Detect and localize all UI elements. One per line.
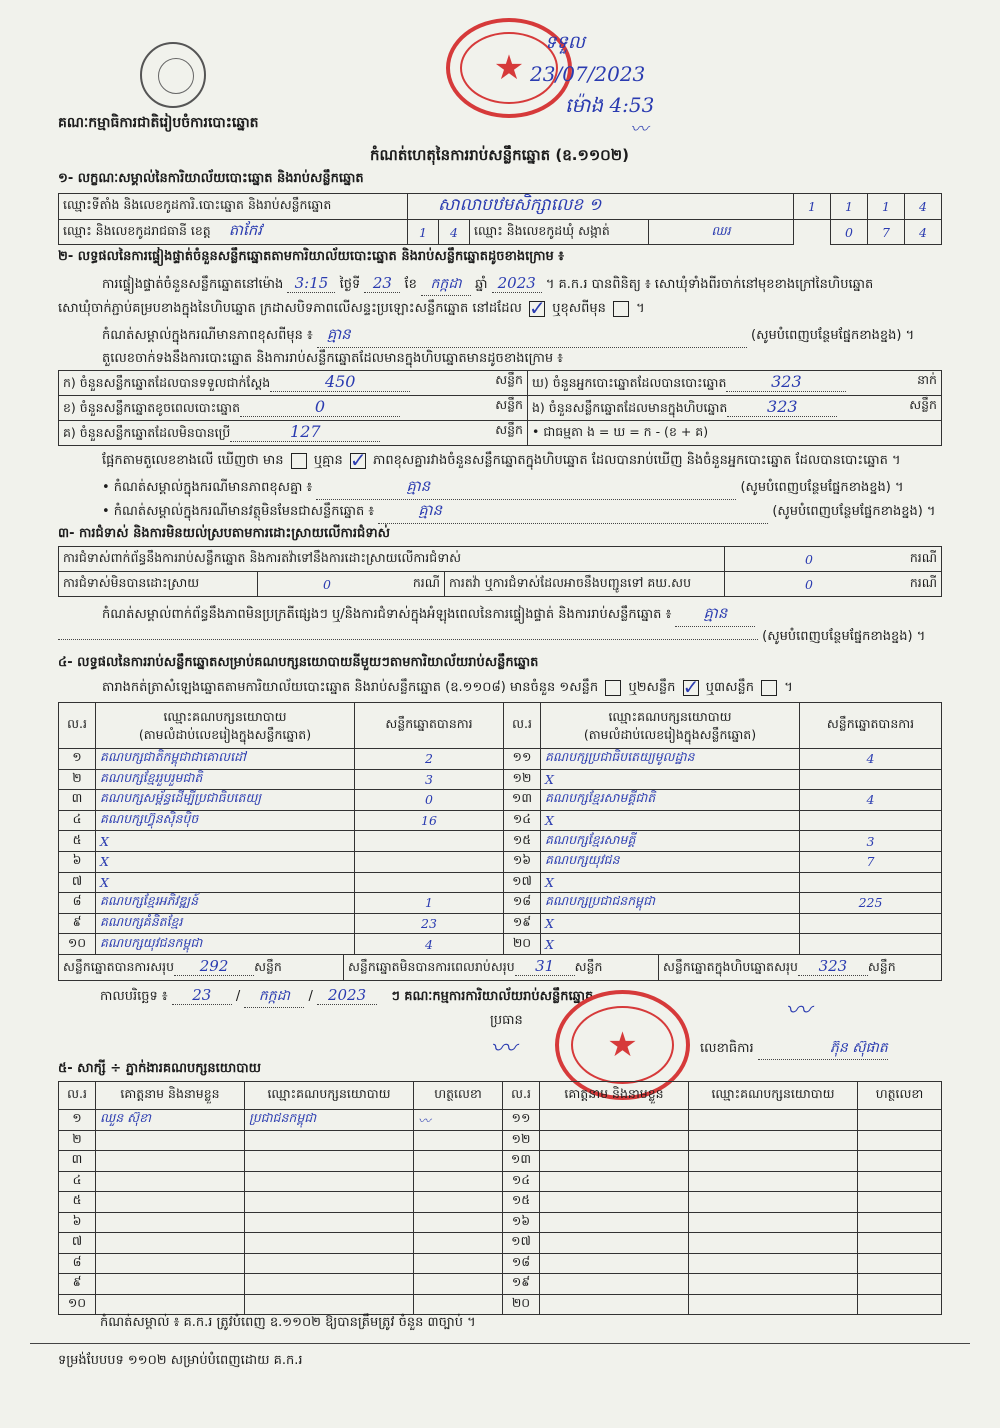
official-stamp-top: ★ (446, 18, 572, 118)
witness-signature-left[interactable] (414, 1130, 503, 1151)
voters-label: ឃ) ចំនួនអ្នកបោះឆ្នោតដែលបានបោះឆ្នោត (532, 375, 727, 390)
witness-no-right: ១៣ (503, 1151, 540, 1172)
unresolved-value: 0 (258, 572, 397, 597)
party-name-left: គណបក្សហ៊្វុនស៊ិនប៉ិច (96, 810, 355, 831)
table-row (59, 749, 942, 770)
witness-name-right (540, 1151, 689, 1172)
party-no-left: ៣ (59, 790, 96, 811)
witness-signature-right[interactable] (858, 1233, 942, 1254)
witness-signature-left[interactable] (414, 1212, 503, 1233)
party-no-left: ៨ (59, 893, 96, 914)
commune-label: ឈ្មោះ និងលេខកូដឃុំ សង្កាត់ (470, 220, 649, 245)
section1-heading: ១- លក្ខណៈសម្គាល់នៃការិយាល័យបោះឆ្នោត និងរាប់សន្លឹកឆ្នោត (58, 171, 364, 186)
form-note: ទម្រង់បែបបទ ១១០២ សម្រាប់បំពេញដោយ គ.ក.រ (58, 1353, 303, 1368)
unused-ballots-label: គ) ចំនួនសន្លឹកឆ្នោតដែលមិនបានប្រើ (63, 425, 231, 440)
section3-heading: ៣- ការជំទាស់ និងការមិនយល់ស្របតាមការដោះស្រាយលើការជំទាស់ (58, 526, 390, 541)
receipt-signature: 〰 (630, 119, 648, 140)
party-no-left: ៤ (59, 810, 96, 831)
witness-name-left (96, 1294, 245, 1315)
province-value: តាកែវ (228, 221, 263, 239)
changed-checkbox[interactable] (613, 301, 629, 317)
objection-count-label: ការជំទាស់ពាក់ព័ន្ធនឹងការរាប់សន្លឹកឆ្នោត និងការតវ៉ាទៅនឹងការដោះស្រាយលើការជំទាស់ (59, 547, 725, 572)
irregularity-note-line2: (សូមបំពេញបន្ថែមផ្នែកខាងខ្នង) ។ (58, 628, 925, 647)
location-code-4: 4 (905, 194, 942, 220)
party-votes-right (800, 872, 942, 893)
party-no-right: ១៦ (504, 851, 541, 872)
party-votes-left: 3 (355, 769, 504, 790)
location-code-3: 1 (868, 194, 905, 220)
witness-party-right (689, 1274, 858, 1295)
witness-party-left (245, 1253, 414, 1274)
witness-signature-right[interactable] (858, 1171, 942, 1192)
party-name-left: គណបក្សយុវជនកម្ពុជា (96, 934, 355, 955)
location-label: ឈ្មោះទីតាំង និងលេខកូដការិ.បោះឆ្នោត និងរាប់សន្លឹកឆ្នោត (59, 194, 408, 220)
witness-signature-right[interactable] (858, 1212, 942, 1233)
unresolved-label: ការជំទាស់មិនបានដោះស្រាយ (59, 572, 258, 597)
witness-no-left: ១០ (59, 1294, 96, 1315)
witness-name-right (540, 1294, 689, 1315)
table-row (59, 1151, 942, 1172)
table-row (59, 893, 942, 914)
witness-party-right (689, 1110, 858, 1131)
box-ballots-value: 323 (727, 397, 837, 417)
witness-signature-left[interactable] (414, 1192, 503, 1213)
two-sheet-checkbox[interactable] (683, 680, 699, 696)
witness-name-right (540, 1212, 689, 1233)
tally-sheet-line: តារាងកត់ត្រាសំឡេងឆ្នោតតាមការិយាល័យបោះឆ្នោត និងរាប់សន្លឹកឆ្នោត (ឧ.១១០៨) មានចំនួន ១សន្លឹក ឬ២សន្លឹក ✓ ឬ៣សន្លឹក ។ (102, 679, 793, 698)
results-totals: សន្លឹកឆ្នោតបានការសរុប 292 សន្លឹក សន្លឹកឆ្នោតមិនបានការពេលរាប់សរុប 31 សន្លឹក សន្លឹកឆ្នោតក្នុងហិបឆ្នោតសរុប 323 សន្លឹក (58, 954, 942, 981)
col-party-left: ឈ្មោះគណបក្សនយោបាយ (163, 708, 287, 724)
witness-name-left (96, 1130, 245, 1151)
witness-name-right (540, 1253, 689, 1274)
witness-name-left (96, 1171, 245, 1192)
ballot-figures-table: ក) ចំនួនសន្លឹកឆ្នោតដែលបានទទួលជាក់ស្តែង 450 សន្លឹក ឃ) ចំនួនអ្នកបោះឆ្នោតដែលបានបោះឆ្នោត 323 នាក់ ខ) ចំនួនសន្លឹកឆ្នោតខូចពេលបោះឆ្នោត 0 សន្លឹក ង) ចំនួនសន្លឹកឆ្នោតដែលមានក្នុងហិបឆ្នោត 323 សន្លឹក គ) ចំនួនសន្លឹកឆ្នោតដែលមិនបានប្រើ 127 សន្លឹក • ជាធម្មតា ង = ឃ = ក - (ខ + គ) (58, 370, 942, 446)
witness-no-left: ៣ (59, 1151, 96, 1172)
receipt-label: ទទួល (545, 32, 585, 53)
witness-no-right: ២០ (503, 1294, 540, 1315)
section4-heading: ៤- លទ្ធផលនៃការរាប់សន្លឹកឆ្នោតសម្រាប់គណបក្សនយោបាយនីមួយៗតាមការិយាល័យរាប់សន្លឹកឆ្នោត (58, 655, 539, 670)
party-votes-right: 225 (800, 893, 942, 914)
party-votes-right: 4 (800, 790, 942, 811)
witness-party-right (689, 1130, 858, 1151)
total-box-value: 323 (798, 957, 868, 976)
witness-party-right (689, 1171, 858, 1192)
witness-party-left (245, 1274, 414, 1295)
witness-signature-left[interactable]: 〰 (414, 1110, 503, 1131)
discrepancy-note: • កំណត់សម្គាល់ក្នុងករណីមានភាពខុសគ្នា ៖ គ្មាន (សូមបំពេញបន្ថែមផ្នែកខាងខ្នង) ។ (102, 477, 904, 500)
witness-party-left (245, 1212, 414, 1233)
party-votes-right: 4 (800, 749, 942, 770)
table-row (59, 872, 942, 893)
col-votes-right: សន្លឹកឆ្នោតបានការ (800, 703, 942, 749)
figures-intro: តួលេខចាក់ទងនឹងការបោះឆ្នោត និងការរាប់សន្លឹកឆ្នោតដែលមានក្នុងហិបឆ្នោតមានដូចខាងក្រោម ៖ (102, 351, 563, 366)
party-votes-right: 7 (800, 851, 942, 872)
witness-no-right: ១៤ (503, 1171, 540, 1192)
witness-party-left (245, 1233, 414, 1254)
chair-signature: 〰 (490, 1034, 517, 1064)
witness-no-right: ១៩ (503, 1274, 540, 1295)
witness-col-name-left: គោត្តនាម និងនាមខ្លួន (96, 1082, 245, 1110)
witness-name-left (96, 1274, 245, 1295)
party-name-right: គណបក្សខ្មែរសាមគ្គីជាតិ (541, 790, 800, 811)
party-no-left: ៧ (59, 872, 96, 893)
unused-ballots-value: 127 (230, 422, 380, 442)
witness-name-left (96, 1253, 245, 1274)
witness-no-right: ១១ (503, 1110, 540, 1131)
witness-col-party-right: ឈ្មោះគណបក្សនយោបាយ (689, 1082, 858, 1110)
commune-code-2: 7 (868, 220, 905, 245)
secretary-signature: 〰 (785, 996, 812, 1026)
table-row (59, 1130, 942, 1151)
col-no-right: ល.រ (504, 703, 541, 749)
box-ballots-label: ង) ចំនួនសន្លឹកឆ្នោតដែលមានក្នុងហិបឆ្នោត (532, 400, 728, 415)
party-votes-left: 4 (355, 934, 504, 955)
official-stamp-bottom: ★ (555, 990, 690, 1100)
party-no-left: ៦ (59, 851, 96, 872)
commune-value: ឈរ (649, 220, 794, 245)
witness-col-sign-right: ហត្ថលេខា (858, 1082, 942, 1110)
witness-name-left (96, 1233, 245, 1254)
party-name-left: គណបក្សសម្ព័ន្ធដើម្បីប្រជាធិបតេយ្យ (96, 790, 355, 811)
results-table: ល.រ ឈ្មោះគណបក្សនយោបាយ (តាមលំដាប់លេខរៀងក្នុងសន្លឹកឆ្នោត) សន្លឹកឆ្នោតបានការ ល.រ ឈ្មោះគណបក្សនយោបាយ (តាមលំដាប់លេខរៀងក្នុងសន្លឹកឆ្នោត) សន្លឹកឆ្នោតបានការ ១ គណបក្សជាតិកម្ពុជាជាគោលដៅ 2 ១១ គណបក្សប្រជាធិបតេយ្យមូលដ្ឋាន 4 ២ គណបក្សខ្មែររួបរួមជាតិ 3 ១២ X ៣ គណបក្សសម្ព័ន្ធដើម្បីប្រជាធិបតេយ្យ 0 ១៣ គណបក្សខ្មែរសាមគ្គីជាតិ 4 ៤ គណបក្សហ៊្វុនស៊ិនប៉ិច 16 ១៤ X ៥ X ១៥ គណបក្សខ្មែរសាមគ្គី 3 ៦ X ១៦ គណបក្សយុវជន 7 ៧ X ១៧ X ៨ គណបក្សខ្មែរអភិវឌ្ឍន៍ 1 ១៨ គណបក្សប្រជាជនកម្ពុជា 225 ៩ គណបក្សគំនិតខ្មែរ 23 ១៩ X ១០ គណបក្សយុវជនកម្ពុជា 4 ២០ X (58, 702, 942, 955)
witness-name-left: ឈួន ស៊ុខា (96, 1110, 245, 1131)
witness-party-right (689, 1192, 858, 1213)
party-votes-right (800, 810, 942, 831)
witness-no-left: ២ (59, 1130, 96, 1151)
witness-name-right (540, 1171, 689, 1192)
section1-table (58, 193, 942, 245)
total-invalid-value: 31 (515, 957, 575, 976)
party-votes-right (800, 769, 942, 790)
party-votes-right (800, 913, 942, 934)
party-votes-left: 0 (355, 790, 504, 811)
party-name-right: X (541, 810, 800, 831)
party-no-right: ១៤ (504, 810, 541, 831)
commune-code-1: 0 (831, 220, 868, 245)
witness-no-right: ១២ (503, 1130, 540, 1151)
witness-no-left: ១ (59, 1110, 96, 1131)
province-label: ឈ្មោះ និងលេខកូដរាជធានី ខេត្ត (63, 223, 211, 238)
discrepancy-yes-checkbox[interactable] (291, 453, 307, 469)
party-name-right: X (541, 872, 800, 893)
location-value: សាលាបឋមសិក្សាលេខ ១ (408, 194, 794, 220)
witness-no-right: ១៧ (503, 1233, 540, 1254)
witness-signature-left[interactable] (414, 1253, 503, 1274)
col-votes-left: សន្លឹកឆ្នោតបានការ (355, 703, 504, 749)
table-row (59, 1294, 942, 1315)
witness-signature-right[interactable] (858, 1192, 942, 1213)
party-no-right: ១៨ (504, 893, 541, 914)
witness-signature-left[interactable] (414, 1151, 503, 1172)
party-no-right: ១៣ (504, 790, 541, 811)
objection-count-value: 0 (725, 547, 894, 572)
witness-party-left: ប្រជាជនកម្ពុជា (245, 1110, 414, 1131)
forwarded-value: 0 (725, 572, 894, 597)
location-code-1: 1 (794, 194, 831, 220)
unchanged-checkbox[interactable] (529, 301, 545, 317)
party-name-right: X (541, 769, 800, 790)
table-row (59, 1171, 942, 1192)
party-name-right: គណបក្សយុវជន (541, 851, 800, 872)
party-no-right: ១១ (504, 749, 541, 770)
witness-name-left (96, 1192, 245, 1213)
verification-line-2: សោឃុំចាក់ភ្ជាប់គម្របខាងក្នុងនៃហិបឆ្នោត ក្រដាសបិទភាពលើសន្ទះប្រឡោះសន្លឹកឆ្នោត នៅដដែល ✓ ឬខុសពីមុន ។ (58, 300, 645, 319)
party-no-left: ៥ (59, 831, 96, 852)
party-votes-right: 3 (800, 831, 942, 852)
voters-value: 323 (726, 372, 846, 392)
table-row (59, 851, 942, 872)
receipt-time: ម៉ោង 4:53 (565, 93, 655, 117)
table-row (59, 1274, 942, 1295)
table-row (59, 810, 942, 831)
party-name-left: គណបក្សខ្មែររួបរួមជាតិ (96, 769, 355, 790)
witness-no-left: ៥ (59, 1192, 96, 1213)
col-party-right: ឈ្មោះគណបក្សនយោបាយ (608, 708, 732, 724)
one-sheet-checkbox[interactable] (605, 680, 621, 696)
section5-heading: ៥- សាក្សី ÷ ភ្នាក់ងារគណបក្សនយោបាយ (58, 1061, 261, 1076)
witness-col-name-right: គោត្តនាម និងនាមខ្លួន (540, 1082, 689, 1110)
party-name-right: X (541, 913, 800, 934)
witness-party-left (245, 1192, 414, 1213)
witness-no-left: ៤ (59, 1171, 96, 1192)
witness-col-party-left: ឈ្មោះគណបក្សនយោបាយ (245, 1082, 414, 1110)
witness-name-right (540, 1110, 689, 1131)
party-no-right: ១៥ (504, 831, 541, 852)
footer-divider (30, 1343, 970, 1344)
party-name-left: X (96, 872, 355, 893)
witness-signature-left[interactable] (414, 1171, 503, 1192)
committee-name: គណៈកម្មាធិការជាតិរៀបចំការបោះឆ្នោត (58, 115, 259, 131)
result-date: កាលបរិច្ឆេទ ៖ 23 / កក្កដា / 2023 ៗ គណៈកម្មការការិយាល័យរាប់សន្លឹកឆ្នោត (100, 986, 593, 1008)
party-name-right: X (541, 934, 800, 955)
party-name-left: X (96, 851, 355, 872)
party-no-left: ៩ (59, 913, 96, 934)
witness-col-no-left: ល.រ (59, 1082, 96, 1110)
witness-signature-left[interactable] (414, 1274, 503, 1295)
party-votes-left: 23 (355, 913, 504, 934)
foreign-object-note: • កំណត់សម្គាល់ក្នុងករណីមានវត្ថុមិនមែនជាសន្លឹកឆ្នោត ៖ គ្មាន (សូមបំពេញបន្ថែមផ្នែកខាងខ្នង) ។ (102, 501, 935, 524)
objections-table: ការជំទាស់ពាក់ព័ន្ធនឹងការរាប់សន្លឹកឆ្នោត និងការតវ៉ាទៅនឹងការដោះស្រាយលើការជំទាស់ 0 ករណី ការជំទាស់មិនបានដោះស្រាយ 0 ករណី ការតវ៉ា ឬការជំទាស់ដែលអាចនឹងបញ្ជូនទៅ គឃ.សប 0 ករណី (58, 546, 942, 597)
witness-party-right (689, 1233, 858, 1254)
section2-heading: ២- លទ្ធផលនៃការផ្ទៀងផ្ទាត់ចំនួនសន្លឹកឆ្នោតតាមការិយាល័យបោះឆ្នោត និងរាប់សន្លឹកឆ្នោតដូចខាងក្រោម ៖ (58, 249, 564, 264)
party-no-left: ១០ (59, 934, 96, 955)
verification-line-1: ការផ្ទៀងផ្ទាត់ចំនួនសន្លឹកឆ្នោតនៅម៉ោង 3:15 ថ្ងៃទី 23 ខែ កក្កដា ឆ្នាំ 2023 ។ គ.ក.រ បានពិនិត្យ ៖ សោឃុំទាំងពីរចាក់នៅមុខខាងក្រៅនៃហិបឆ្នោត (102, 274, 873, 296)
table-row (59, 831, 942, 852)
party-name-right: គណបក្សប្រជាធិបតេយ្យមូលដ្ឋាន (541, 749, 800, 770)
spoiled-ballots-value: 0 (240, 397, 400, 417)
witness-no-right: ១៨ (503, 1253, 540, 1274)
irregularity-note: កំណត់សម្គាល់ពាក់ព័ន្ធនឹងភាពមិនប្រក្រតីផ្សេងៗ ឬ/និងការជំទាស់ក្នុងអំឡុងពេលនៃការផ្ទៀងផ្ទាត់ និងការរាប់សន្លឹកឆ្នោត ៖ គ្មាន (102, 604, 755, 627)
party-name-left: X (96, 831, 355, 852)
discrepancy-line: ផ្អែកតាមតួលេខខាងលើ ឃើញថា មាន ឬគ្មាន ✓ ភាពខុសគ្នារវាងចំនួនសន្លឹកឆ្នោតក្នុងហិបឆ្នោត ដែលបានរាប់ឃើញ និងចំនួនអ្នកបោះឆ្នោត ដែលបានបោះឆ្នោត ។ (102, 452, 901, 471)
witness-signature-left[interactable] (414, 1233, 503, 1254)
witness-party-right (689, 1151, 858, 1172)
three-sheet-checkbox[interactable] (761, 680, 777, 696)
party-name-left: គណបក្សខ្មែរអភិវឌ្ឍន៍ (96, 893, 355, 914)
party-name-left: គណបក្សគំនិតខ្មែរ (96, 913, 355, 934)
party-no-right: ១៩ (504, 913, 541, 934)
witness-col-sign-left: ហត្ថលេខា (414, 1082, 503, 1110)
difference-note: កំណត់សម្គាល់ក្នុងករណីមានភាពខុសពីមុន ៖ គ្មាន (សូមបំពេញបន្ថែមផ្នែកខាងខ្នង) ។ (102, 325, 914, 348)
party-votes-left: 16 (355, 810, 504, 831)
party-votes-right (800, 934, 942, 955)
witness-party-left (245, 1130, 414, 1151)
witness-name-left (96, 1151, 245, 1172)
location-code-2: 1 (831, 194, 868, 220)
witness-name-right (540, 1130, 689, 1151)
witness-no-left: ៧ (59, 1233, 96, 1254)
received-ballots-value: 450 (270, 372, 410, 392)
witness-name-right (540, 1192, 689, 1213)
province-code-1: 1 (408, 220, 439, 245)
received-ballots-label: ក) ចំនួនសន្លឹកឆ្នោតដែលបានទទួលជាក់ស្តែង (63, 375, 271, 390)
discrepancy-no-checkbox[interactable] (350, 453, 366, 469)
footnote: កំណត់សម្គាល់ ៖ គ.ក.រ ត្រូវបំពេញ ឧ.១១០២ ឱ្យបានត្រឹមត្រូវ ចំនួន ៣ច្បាប់ ។ (100, 1315, 476, 1330)
witness-no-left: ៦ (59, 1212, 96, 1233)
witness-party-left (245, 1294, 414, 1315)
table-row (59, 1212, 942, 1233)
party-votes-left (355, 872, 504, 893)
party-name-right: គណបក្សប្រជាជនកម្ពុជា (541, 893, 800, 914)
chair-label: ប្រធាន (490, 1013, 523, 1028)
party-no-left: ១ (59, 749, 96, 770)
witness-name-left (96, 1212, 245, 1233)
witness-no-left: ៩ (59, 1274, 96, 1295)
witness-signature-right[interactable] (858, 1253, 942, 1274)
witness-party-right (689, 1212, 858, 1233)
witness-no-left: ៨ (59, 1253, 96, 1274)
party-votes-left (355, 831, 504, 852)
witness-table (58, 1081, 942, 1315)
witness-no-right: ១៦ (503, 1212, 540, 1233)
province-code-2: 4 (439, 220, 470, 245)
table-row (59, 1233, 942, 1254)
party-votes-left: 2 (355, 749, 504, 770)
party-no-right: ២០ (504, 934, 541, 955)
witness-party-left (245, 1171, 414, 1192)
total-valid-value: 292 (174, 957, 254, 976)
witness-col-no-right: ល.រ (503, 1082, 540, 1110)
table-row (59, 769, 942, 790)
table-row (59, 1110, 942, 1131)
party-no-right: ១៧ (504, 872, 541, 893)
table-row (59, 790, 942, 811)
receipt-date: 23/07/2023 (530, 62, 646, 86)
witness-signature-right[interactable] (858, 1130, 942, 1151)
commune-code-3: 4 (905, 220, 942, 245)
form-title: កំណត់ហេតុនៃការរាប់សន្លឹកឆ្នោត (ឧ.១១០២) (370, 146, 630, 164)
table-row (59, 1253, 942, 1274)
party-no-left: ២ (59, 769, 96, 790)
spoiled-ballots-label: ខ) ចំនួនសន្លឹកឆ្នោតខូចពេលបោះឆ្នោត (63, 400, 241, 415)
witness-signature-right[interactable] (858, 1151, 942, 1172)
witness-party-right (689, 1253, 858, 1274)
col-no-left: ល.រ (59, 703, 96, 749)
party-votes-left: 1 (355, 893, 504, 914)
table-row (59, 913, 942, 934)
witness-name-right (540, 1274, 689, 1295)
table-row (59, 1192, 942, 1213)
witness-name-right (540, 1233, 689, 1254)
party-votes-left (355, 851, 504, 872)
ballot-formula: • ជាធម្មតា ង = ឃ = ក - (ខ + គ) (528, 421, 942, 446)
witness-party-left (245, 1151, 414, 1172)
nec-emblem (140, 42, 206, 108)
witness-signature-right[interactable] (858, 1110, 942, 1131)
witness-signature-left[interactable] (414, 1294, 503, 1315)
witness-signature-right[interactable] (858, 1294, 942, 1315)
party-no-right: ១២ (504, 769, 541, 790)
secretary-line: លេខាធិការ ភ៊ុន ស៊ុផាត (700, 1038, 888, 1060)
witness-no-right: ១៥ (503, 1192, 540, 1213)
party-name-left: គណបក្សជាតិកម្ពុជាជាគោលដៅ (96, 749, 355, 770)
witness-party-right (689, 1294, 858, 1315)
party-name-right: គណបក្សខ្មែរសាមគ្គី (541, 831, 800, 852)
witness-signature-right[interactable] (858, 1274, 942, 1295)
table-row (59, 934, 942, 955)
forwarded-label: ការតវ៉ា ឬការជំទាស់ដែលអាចនឹងបញ្ជូនទៅ គឃ.សប (445, 572, 725, 597)
